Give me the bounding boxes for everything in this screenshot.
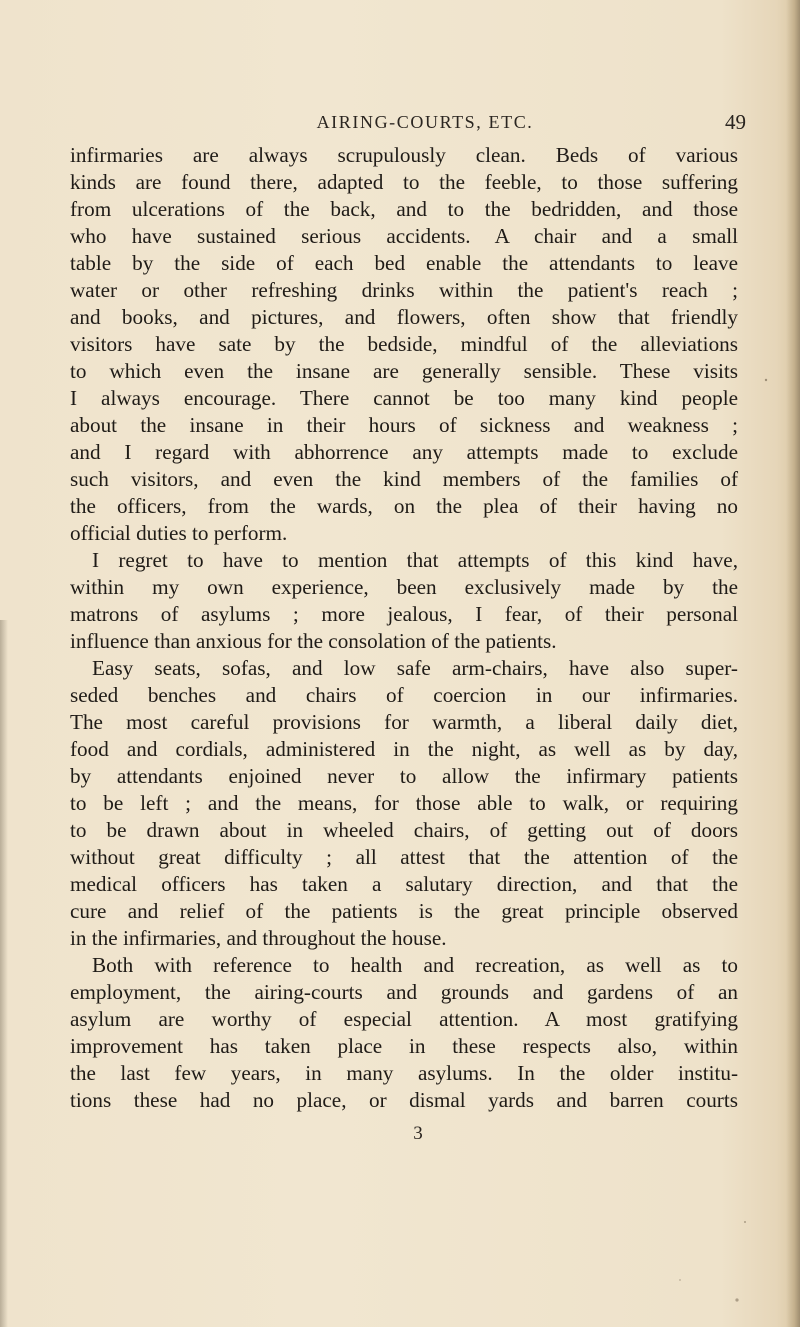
text-line: who have sustained serious accidents. A chair and a small [70,224,738,248]
text-line: Easy seats, sofas, and low safe arm-chairs, have also super- [92,656,738,680]
text-line: I always encourage. There cannot be too many kind people [70,386,738,410]
text-line: the last few years, in many asylums. In the older institu- [70,1061,738,1085]
running-head: AIRING-COURTS, ETC. [316,112,534,132]
text-line: medical officers has taken a salutary direction, and that the [70,872,738,896]
binding-shadow [0,620,8,1327]
body-text [70,142,738,1114]
text-line: Both with reference to health and recreation, as well as to [92,953,738,977]
page-number: 49 [725,110,746,134]
text-line: within my own experience, been exclusively made by the [70,575,738,599]
text-line: cure and relief of the patients is the great principle observed [70,899,738,923]
text-line: visitors have sate by the bedside, mindful of the alleviations [70,332,738,356]
text-line: kinds are found there, adapted to the feeble, to those suffering [70,170,738,194]
text-line: employment, the airing-courts and grounds and gardens of an [70,980,738,1004]
text-line: influence than anxious for the consolation of the patients. [70,629,557,653]
speck [765,379,767,381]
text-line: and books, and pictures, and flowers, often show that friendly [70,305,738,329]
page-header [60,110,750,140]
text-line: asylum are worthy of especial attention. A most gratifying [70,1007,738,1031]
text-line: to be left ; and the means, for those able to walk, or requiring [70,791,738,815]
text-line: to which even the insane are generally sensible. These visits [70,359,738,383]
text-line: seded benches and chairs of coercion in our infirmaries. [70,683,738,707]
text-line: improvement has taken place in these respects also, within [70,1034,738,1058]
text-line: in the infirmaries, and throughout the house. [70,926,447,950]
signature-mark: 3 [413,1123,423,1144]
text-line: such visitors, and even the kind members of the families of [70,467,738,491]
text-line: about the insane in their hours of sickness and weakness ; [70,413,738,437]
speck [744,1221,746,1223]
text-line: The most careful provisions for warmth, a liberal daily diet, [70,710,738,734]
text-line: to be drawn about in wheeled chairs, of getting out of doors [70,818,738,842]
text-line: without great difficulty ; all attest that the attention of the [70,845,738,869]
text-line: table by the side of each bed enable the attendants to leave [70,251,738,275]
text-line: food and cordials, administered in the night, as well as by day, [70,737,738,761]
text-line: tions these had no place, or dismal yards and barren courts [70,1088,738,1112]
text-line: I regret to have to mention that attempts of this kind have, [92,548,738,572]
text-line: water or other refreshing drinks within the patient's reach ; [70,278,738,302]
text-line: and I regard with abhorrence any attempts made to exclude [70,440,738,464]
speck [735,1298,738,1301]
text-line: official duties to perform. [70,521,288,545]
text-line: infirmaries are always scrupulously clean. Beds of various [70,143,738,167]
text-line: by attendants enjoined never to allow the infirmary patients [70,764,738,788]
text-line: from ulcerations of the back, and to the bedridden, and those [70,197,738,221]
speck [679,1279,681,1281]
text-line: the officers, from the wards, on the plea of their having no [70,494,738,518]
text-line: matrons of asylums ; more jealous, I fear, of their personal [70,602,738,626]
